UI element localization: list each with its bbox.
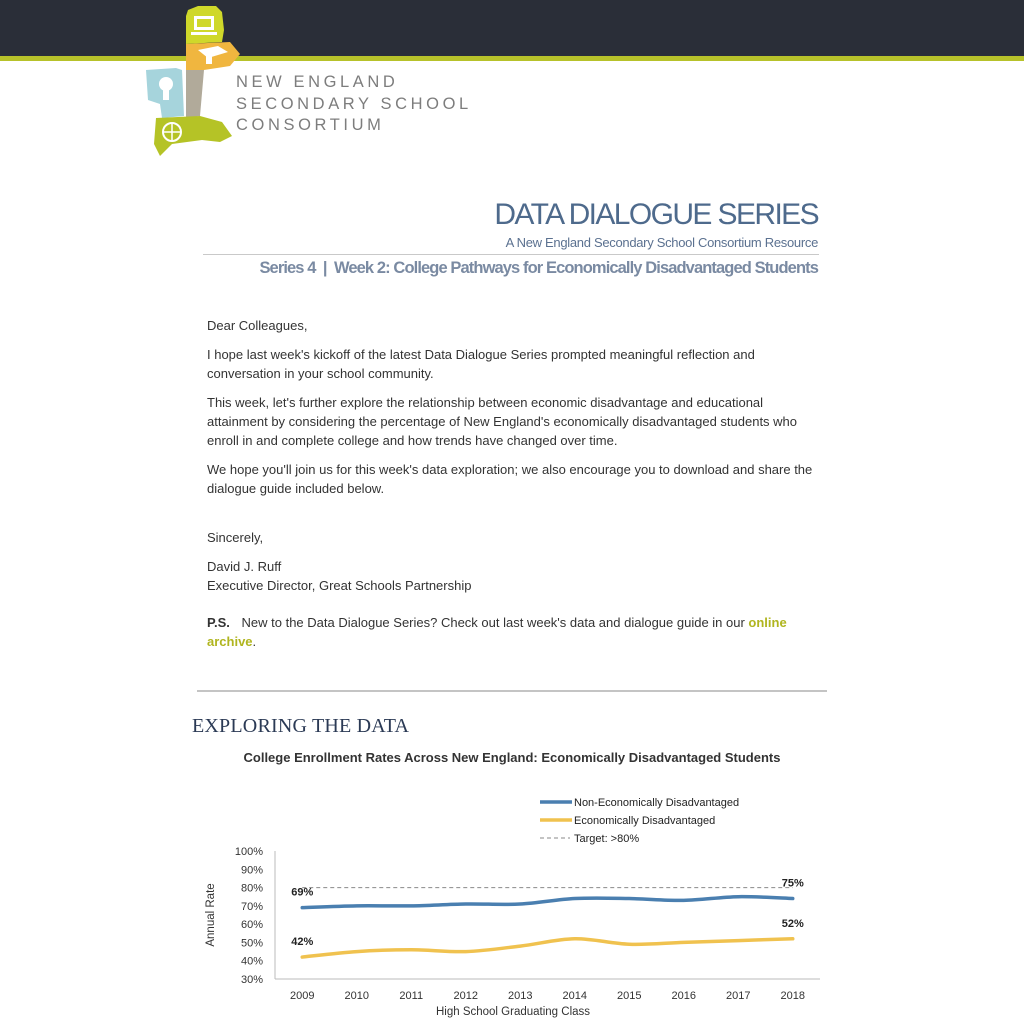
section-title: EXPLORING THE DATA: [192, 715, 410, 737]
letter-paragraph-3: We hope you'll join us for this week's data exploration; we also encourage you to download and share the dialogue guide included below.: [207, 462, 813, 496]
postscript-label: P.S.: [207, 615, 230, 630]
x-tick-label: 2017: [726, 990, 751, 1002]
chart-legend: [540, 797, 739, 845]
y-tick-label: 70%: [240, 900, 263, 913]
x-tick-label: 2015: [617, 990, 642, 1002]
y-tick-label: 40%: [240, 955, 263, 968]
organization-name: [236, 72, 472, 137]
series-subtitle: A New England Secondary School Consortium Resource: [505, 235, 818, 250]
chart-title: College Enrollment Rates Across New England: Economically Disadvantaged Students: [243, 750, 781, 765]
chart-xlabel: High School Graduating Class: [435, 1006, 591, 1018]
data-label: 75%: [781, 877, 804, 890]
y-tick-label: 80%: [240, 882, 263, 895]
signer-name: David J. Ruff: [207, 559, 282, 574]
y-tick-label: 90%: [240, 864, 263, 877]
postscript-end: .: [252, 634, 257, 649]
x-tick-label: 2010: [344, 990, 369, 1002]
org-name-line-1: NEW ENGLAND: [236, 73, 399, 91]
signer-title: Executive Director, Great Schools Partnership: [207, 578, 472, 593]
x-tick-label: 2012: [453, 990, 478, 1002]
header-divider: [203, 254, 819, 255]
chart-ylabel: Annual Rate: [205, 883, 217, 947]
online-archive-link[interactable]: online archive: [207, 615, 787, 649]
consortium-logo: [142, 4, 246, 158]
week-title: Series 4 | Week 2: College Pathways for Economically Disadvantaged Students: [259, 259, 818, 277]
letter-greeting: Dear Colleagues,: [207, 318, 308, 333]
section-divider: [197, 690, 827, 692]
x-tick-label: 2016: [671, 990, 696, 1002]
x-tick-label: 2018: [780, 990, 805, 1002]
series-line-non-disadvantaged: [302, 897, 793, 908]
series-title: DATA DIALOGUE SERIES: [494, 198, 818, 231]
postscript: [207, 613, 821, 651]
y-tick-label: 60%: [240, 919, 263, 932]
chart-plot-area: [291, 878, 804, 958]
org-name-line-2: SECONDARY SCHOOL: [236, 94, 472, 113]
chart-axes: [235, 846, 820, 1002]
data-label: 52%: [781, 917, 804, 930]
legend-label-target: Target: >80%: [574, 833, 640, 845]
x-tick-label: 2009: [290, 990, 315, 1002]
newsletter-letter: [207, 316, 821, 661]
enrollment-rate-chart: [190, 745, 840, 1024]
y-tick-label: 30%: [240, 974, 263, 986]
legend-label: Non-Economically Disadvantaged: [574, 797, 740, 809]
org-name-line-3: CONSORTIUM: [236, 116, 385, 134]
x-tick-label: 2014: [562, 990, 587, 1002]
x-tick-label: 2011: [399, 990, 424, 1002]
letter-paragraph-1: I hope last week's kickoff of the latest Data Dialogue Series prompted meaningful reflection and conversation in your school community.: [207, 347, 755, 381]
series-line-disadvantaged: [302, 939, 793, 957]
letter-spacer: [207, 508, 821, 528]
y-tick-label: 100%: [234, 846, 263, 858]
x-tick-label: 2013: [508, 990, 533, 1002]
postscript-text: New to the Data Dialogue Series? Check out last week's data and dialogue guide in our: [241, 615, 749, 630]
letter-closing: Sincerely,: [207, 530, 264, 545]
data-label: 42%: [291, 936, 314, 949]
letter-spacer-2: [207, 605, 821, 613]
legend-label: Economically Disadvantaged: [574, 815, 716, 827]
y-tick-label: 50%: [240, 937, 263, 950]
letter-paragraph-2: This week, let's further explore the relationship between economic disadvantage and educational attainment by considering the percentage of New England's economically disadvantaged students who enroll in and complete college and how trends have changed over time.: [207, 395, 798, 448]
data-label: 69%: [291, 886, 314, 899]
